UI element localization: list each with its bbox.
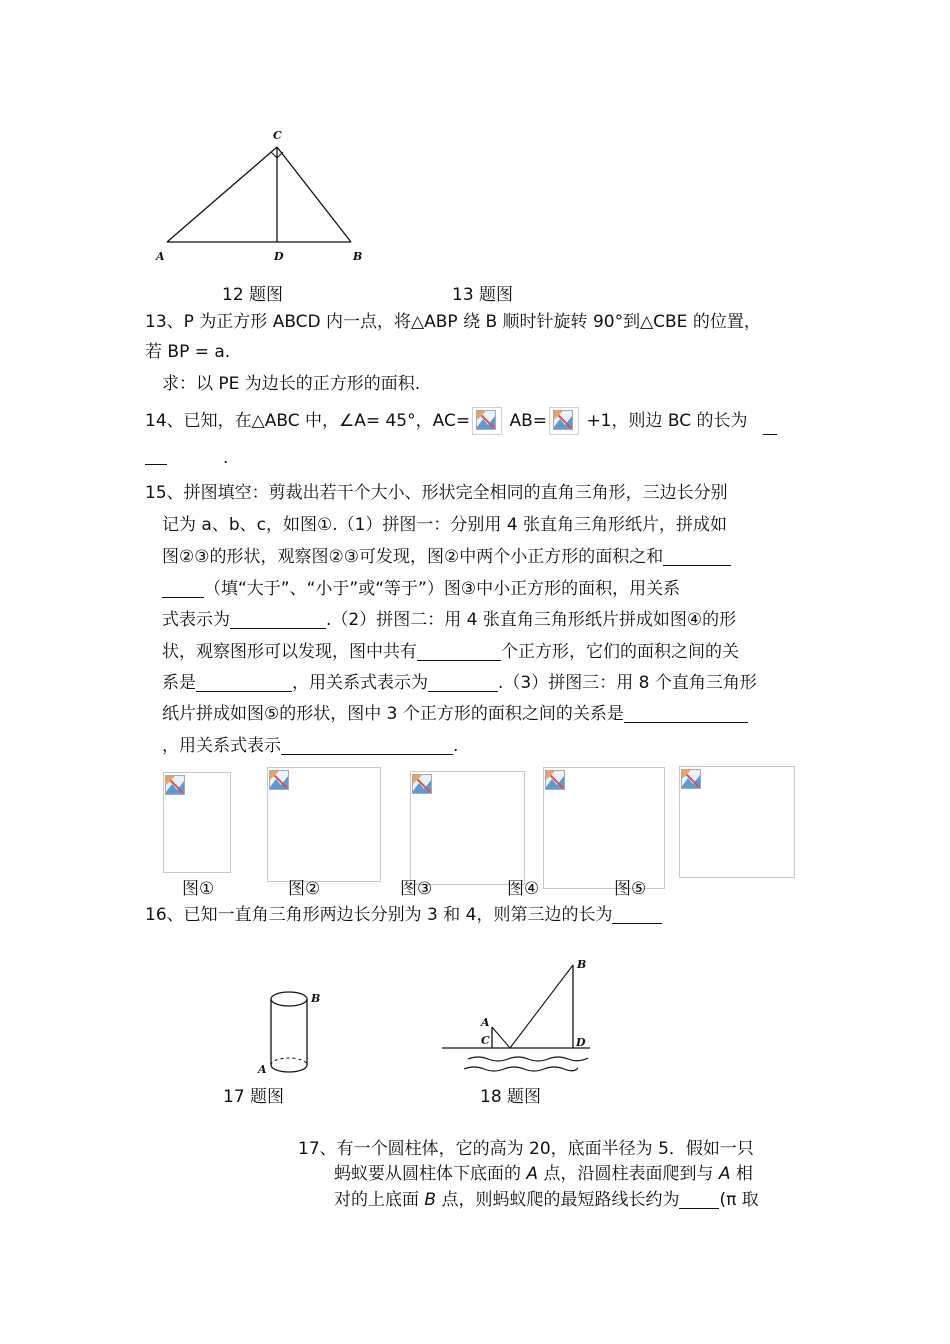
q15-l7b: ，用关系式表示为 <box>292 673 428 693</box>
q15-blank-7[interactable] <box>281 738 453 755</box>
q15-caption-2: 图② <box>288 879 321 899</box>
q15-l7c: .（3）拼图三：用 8 个直角三角形 <box>498 673 757 693</box>
fig12-label-d: D <box>274 250 284 263</box>
q17-l3b: 点，则蚂蚁爬的最短路线长约为 <box>436 1190 680 1210</box>
q15-figure-4-image <box>543 767 665 889</box>
q15-l9a: ，用关系式表示 <box>162 736 281 756</box>
q15-blank-6[interactable] <box>624 706 748 723</box>
fig18-label-b: B <box>577 958 587 971</box>
q15-blank-5[interactable] <box>428 675 498 692</box>
q17-l2a: 蚂蚁要从圆柱体下底面的 <box>334 1164 527 1184</box>
q15-l6a: 状，观察图形可以发现，图中共有 <box>162 642 417 662</box>
caption-fig18: 18 题图 <box>480 1087 542 1107</box>
caption-fig17: 17 题图 <box>223 1087 285 1107</box>
q17-l2b: 点，沿圆柱表面爬到与 <box>538 1164 719 1184</box>
q15-line5 <box>162 612 736 629</box>
side-ac <box>167 147 277 242</box>
q15-line4 <box>162 581 680 598</box>
broken-image-icon <box>549 407 579 435</box>
caption-fig12: 12 题图 <box>222 285 284 305</box>
q17-l2c: 相 <box>730 1164 753 1184</box>
q17-line2 <box>334 1166 753 1183</box>
broken-image-icon <box>472 407 502 435</box>
fig18-label-a: A <box>481 1016 490 1029</box>
q15-figure-1-image <box>163 772 231 873</box>
q16-answer-blank[interactable] <box>612 907 662 924</box>
q14-line1 <box>145 407 777 435</box>
q14-part1: 14、已知，在△ABC 中，∠A= 45°，AC= <box>145 411 471 431</box>
segment-e-b <box>510 965 573 1048</box>
broken-image-icon <box>681 769 701 789</box>
q14-part2: AB= <box>509 411 548 431</box>
q17-line1: 17、有一个圆柱体，它的高为 20，底面半径为 5．假如一只 <box>298 1139 754 1159</box>
q15-caption-3: 图③ <box>400 879 433 899</box>
broken-image-icon <box>545 770 565 790</box>
q17-point-a: A <box>526 1164 539 1184</box>
q13-line1: 13、P 为正方形 ABCD 内一点，将△ABP 绕 B 顺时针旋转 90°到△CBE 的位置， <box>145 312 761 332</box>
fig17-label-a: A <box>258 1063 267 1076</box>
fig12-label-b: B <box>353 250 363 263</box>
q13-line3: 求：以 PE 为边长的正方形的面积. <box>162 374 421 394</box>
fig18-label-c: C <box>481 1034 490 1047</box>
q13-line2: 若 BP = a. <box>145 342 231 362</box>
q17-line3 <box>334 1192 759 1209</box>
q15-line1: 15、拼图填空：剪裁出若干个大小、形状完全相同的直角三角形，三边长分别 <box>145 483 728 503</box>
q15-caption-5: 图⑤ <box>614 879 647 899</box>
q16-text: 16、已知一直角三角形两边长分别为 3 和 4，则第三边的长为 <box>145 905 613 925</box>
q15-line3 <box>162 549 731 566</box>
q15-l7a: 系是 <box>162 673 196 693</box>
q14-end: . <box>223 448 229 468</box>
q17-l3a: 对的上底面 <box>334 1190 425 1210</box>
fig12-label-a: A <box>156 250 165 263</box>
q15-figure-5-image <box>679 766 795 878</box>
q15-l8: 纸片拼成如图⑤的形状，图中 3 个正方形的面积之间的关系是 <box>162 704 624 724</box>
q15-l5a: 式表示为 <box>162 610 230 630</box>
cylinder-top <box>271 992 307 1006</box>
q15-blank-2[interactable] <box>230 612 326 629</box>
segment-a-e <box>492 1027 510 1048</box>
fig12-label-c: C <box>273 129 282 142</box>
q15-l9b: . <box>453 736 459 756</box>
q17-point-a2: A <box>718 1164 731 1184</box>
water-wave-2 <box>464 1067 578 1071</box>
broken-image-icon <box>269 770 289 790</box>
figure-18-river <box>438 955 598 1080</box>
q15-blank-3[interactable] <box>417 644 501 661</box>
q15-l5b: .（2）拼图二：用 4 张直角三角形纸片拼成如图④的形 <box>326 610 737 630</box>
q14-part3: +1，则边 BC 的长为 <box>586 411 748 431</box>
q15-line8 <box>162 706 748 723</box>
q15-l3-text: 图②③的形状，观察图②③可发现，图②中两个小正方形的面积之和 <box>162 547 664 567</box>
q15-line9 <box>162 738 458 755</box>
cylinder-bottom-back <box>271 1058 307 1065</box>
broken-image-icon <box>412 774 432 794</box>
q14-answer-blank-b[interactable] <box>145 448 167 465</box>
cylinder-bottom-front <box>271 1065 307 1072</box>
broken-image-icon <box>165 775 185 795</box>
q15-figure-3-image <box>410 771 525 885</box>
caption-fig13: 13 题图 <box>452 285 514 305</box>
q17-answer-blank[interactable] <box>679 1192 719 1209</box>
q15-blank-1b[interactable] <box>162 581 204 598</box>
q15-l4-text: （填“大于”、“小于”或“等于”）图③中小正方形的面积，用关系 <box>204 579 681 599</box>
side-cb <box>277 147 351 242</box>
q15-blank-1a[interactable] <box>663 549 731 566</box>
q15-figure-2-image <box>267 767 381 882</box>
fig18-label-d: D <box>576 1036 586 1049</box>
q15-line2: 记为 a、b、c，如图①.（1）拼图一：分别用 4 张直角三角形纸片，拼成如 <box>162 515 728 535</box>
q15-blank-4[interactable] <box>196 675 292 692</box>
q15-line7 <box>162 675 757 692</box>
q17-l3c: (π 取 <box>719 1190 759 1210</box>
q17-point-b: B <box>424 1190 437 1210</box>
figure-12-triangle <box>150 125 380 270</box>
q15-l6b: 个正方形，它们的面积之间的关 <box>501 642 739 662</box>
q14-answer-blank-a[interactable] <box>763 418 777 435</box>
fig17-label-b: B <box>311 992 321 1005</box>
q15-caption-4: 图④ <box>507 879 540 899</box>
q15-caption-1: 图① <box>182 879 215 899</box>
water-wave-1 <box>468 1057 588 1061</box>
q16-line <box>145 907 662 924</box>
q15-line6 <box>162 644 739 661</box>
